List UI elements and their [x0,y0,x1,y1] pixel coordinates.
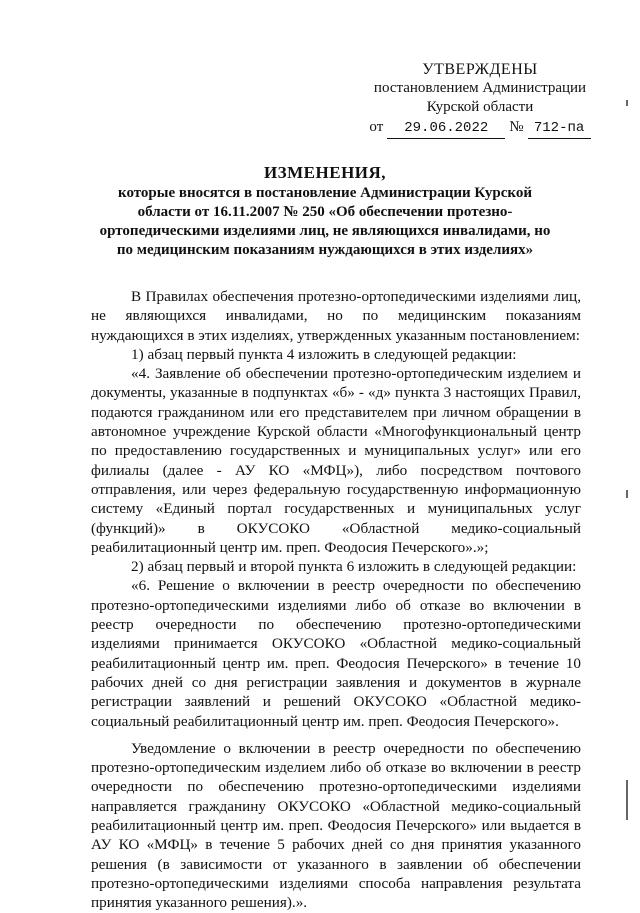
scan-mark [626,780,628,820]
approval-date: 29.06.2022 [387,119,505,139]
body-paragraph-1: В Правилах обеспечения протезно-ортопедическими изделиями лиц, не являющихся инвалидами, но по медицинским показаниям нуждающихся в этих изделиях, утвержденных указанным постановлением: [91,288,581,344]
body-paragraph-4: 2) абзац первый и второй пункта 6 изложить в следующей редакции: [131,558,577,576]
approval-line-1: постановлением Администрации [373,80,587,96]
body-paragraph-5: «6. Решение о включении в реестр очередности по обеспечению протезно-ортопедическими изделиями либо об отказе во включении в реестр очередности по обеспечению протезно-ортопедическими изделиями принимается ОКУСОКО «Областной медико-социальный реабилитационный центр им. преп. Феодосия Печерского» в течение 10 рабочих дней со дня регистрации заявления и документов в журнале регистрации заявлений и решений ОКУСОКО «Областной медико-социальный реабилитационный центр им. преп. Феодосия Печерского». [91,577,581,730]
approval-heading: УТВЕРЖДЕНЫ [422,61,538,78]
document-title [90,163,560,260]
date-prefix: от [369,119,384,135]
approval-stamp [360,60,600,139]
title-subtitle: которые вносятся в постановление Администрации Курской области от 16.11.2007 № 250 «Об обеспечении протезно-ортопедическими изделиями лиц, не являющихся инвалидами, но по медицинским показаниям нуждающихся в этих изделиях» [99,185,551,258]
approval-date-number [360,118,600,139]
title-main: ИЗМЕНЕНИЯ, [263,163,387,182]
scan-mark [626,100,628,106]
scan-mark [626,490,628,498]
approval-line-2: Курской области [426,99,534,115]
approval-number: 712-па [528,119,591,139]
body-paragraph-6: Уведомление о включении в реестр очередности по обеспечению протезно-ортопедическим изделием либо об отказе во включении в реестр очередности по обеспечению протезно-ортопедическими изделиями направляется гражданину ОКУСОКО «Областной медико-социальный реабилитационный центр им. преп. Феодосия Печерского» или выдается в АУ КО «МФЦ» в течение 5 рабочих дней со дня принятия указанного решения (в зависимости от указанного в заявлении об обеспечении протезно-ортопедическими изделиями способа направления результата принятия указанного решения).». [91,739,581,912]
document-body [91,287,581,913]
body-paragraph-2: 1) абзац первый пункта 4 изложить в следующей редакции: [131,345,517,363]
number-prefix: № [509,119,524,135]
body-paragraph-3: «4. Заявление об обеспечении протезно-ортопедическим изделием и документы, указанные в подпунктах «б» - «д» пункта 3 настоящих Правил, подаются гражданином или его представителем при личном обращении в автономное учреждение Курской области «Многофункциональный центр по предоставлению государственных и муниципальных услуг» или его филиалы (далее - АУ КО «МФЦ»), либо посредством почтового отправления, или через федеральную государственную информационную систему «Единый портал государственных и муниципальных услуг (функций)» в ОКУСОКО «Областной медико-социальный реабилитационный центр им. преп. Феодосия Печерского».»; [91,365,581,556]
